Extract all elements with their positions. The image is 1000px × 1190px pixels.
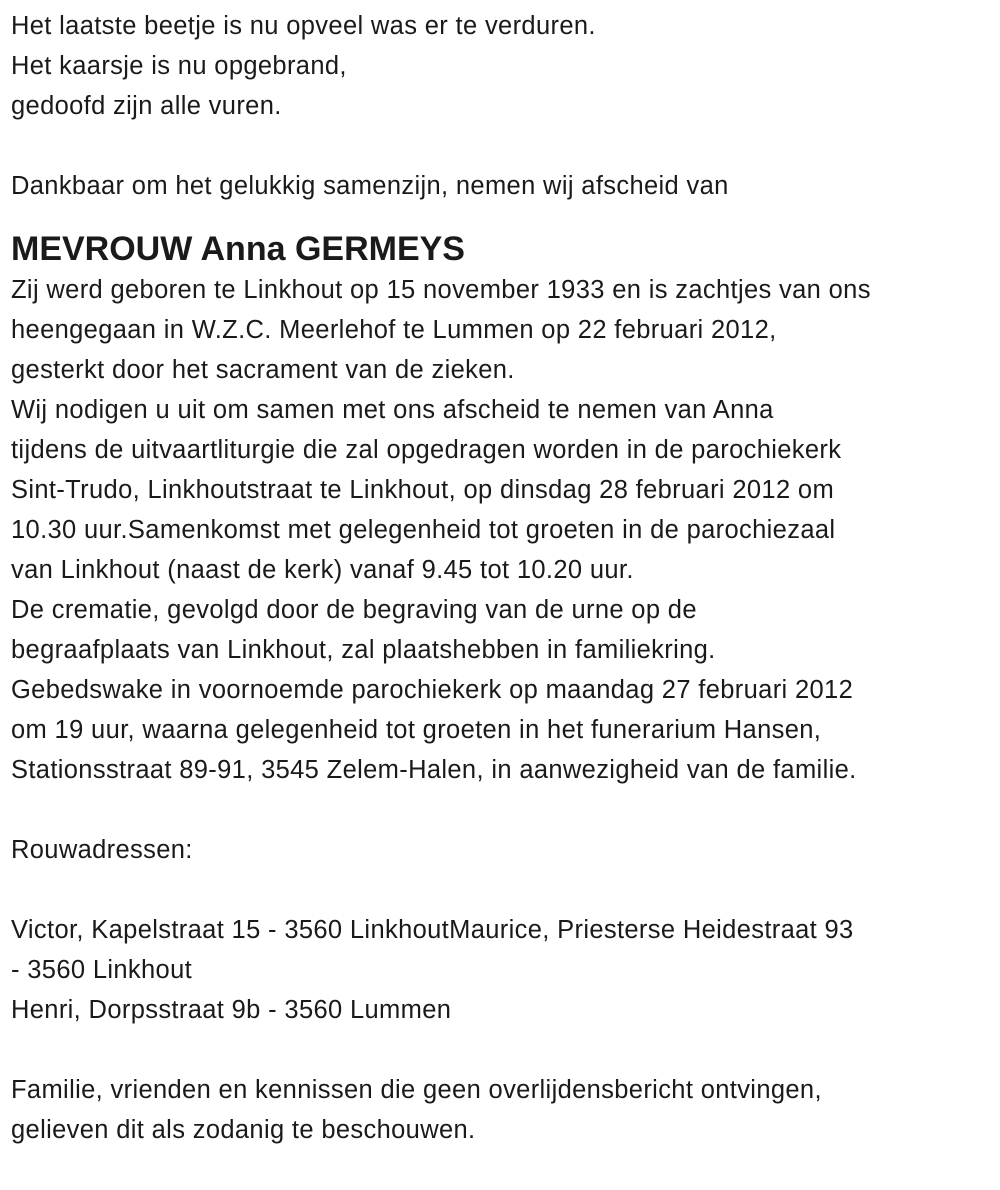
poem-line: Het kaarsje is nu opgebrand, [11, 52, 347, 80]
poem-line: gedoofd zijn alle vuren. [11, 92, 282, 120]
body-line: Zij werd geboren te Linkhout op 15 november 1933 en is zachtjes van ons [11, 276, 871, 304]
address-line: - 3560 Linkhout [11, 956, 193, 984]
body-line: gesterkt door het sacrament van de zieken. [11, 356, 515, 384]
body-line: Wij nodigen u uit om samen met ons afscheid te nemen van Anna [11, 396, 774, 424]
closing-line: Familie, vrienden en kennissen die geen overlijdensbericht ontvingen, [11, 1076, 822, 1104]
closing-text [11, 1070, 871, 1150]
poem-line: Het laatste beetje is nu opveel was er te verduren. [11, 12, 596, 40]
body-text [11, 270, 871, 790]
deceased-name: MEVROUW Anna GERMEYS [11, 230, 465, 268]
body-line: heengegaan in W.Z.C. Meerlehof te Lummen op 22 februari 2012, [11, 316, 777, 344]
addresses-label: Rouwadressen: [11, 836, 193, 864]
addresses [11, 910, 871, 1030]
body-line: om 19 uur, waarna gelegenheid tot groeten in het funerarium Hansen, [11, 716, 822, 744]
poem [11, 6, 871, 126]
body-line: begraafplaats van Linkhout, zal plaatshebben in familiekring. [11, 636, 716, 664]
body-line: 10.30 uur.Samenkomst met gelegenheid tot groeten in de parochiezaal [11, 516, 836, 544]
body-line: tijdens de uitvaartliturgie die zal opgedragen worden in de parochiekerk [11, 436, 842, 464]
intro-text: Dankbaar om het gelukkig samenzijn, nemen wij afscheid van [11, 172, 729, 200]
address-line: Henri, Dorpsstraat 9b - 3560 Lummen [11, 996, 452, 1024]
closing-line: gelieven dit als zodanig te beschouwen. [11, 1116, 476, 1144]
body-line: van Linkhout (naast de kerk) vanaf 9.45 tot 10.20 uur. [11, 556, 634, 584]
body-line: Stationsstraat 89-91, 3545 Zelem-Halen, in aanwezigheid van de familie. [11, 756, 857, 784]
address-line: Victor, Kapelstraat 15 - 3560 LinkhoutMaurice, Priesterse Heidestraat 93 [11, 916, 854, 944]
body-line: De crematie, gevolgd door de begraving van de urne op de [11, 596, 697, 624]
obituary-document [11, 6, 871, 1150]
body-line: Gebedswake in voornoemde parochiekerk op maandag 27 februari 2012 [11, 676, 854, 704]
body-line: Sint-Trudo, Linkhoutstraat te Linkhout, op dinsdag 28 februari 2012 om [11, 476, 835, 504]
